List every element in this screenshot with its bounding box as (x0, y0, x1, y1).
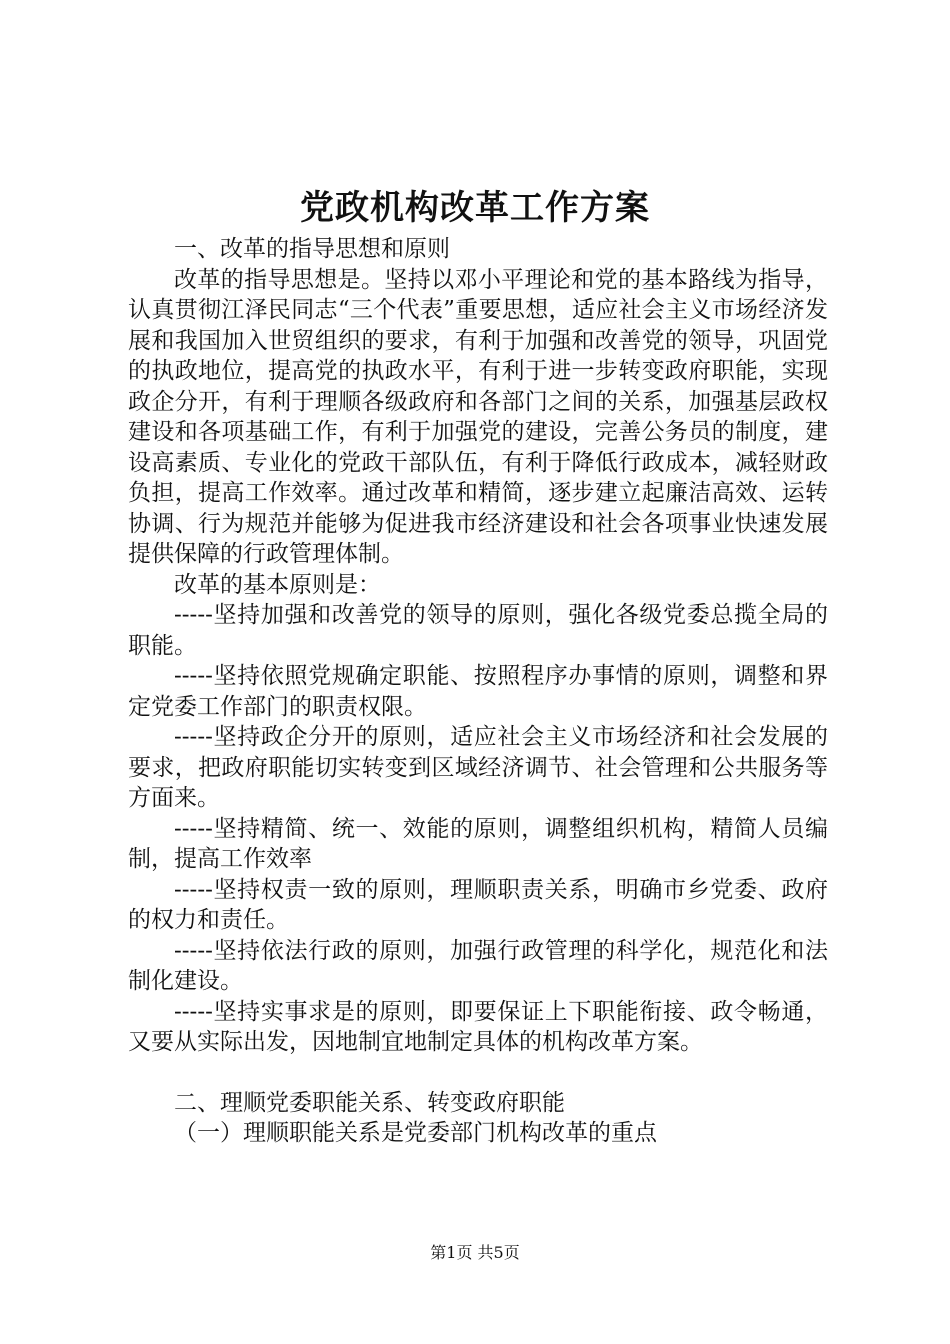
section-heading-2: 二、理顺党委职能关系、转变政府职能 (174, 1089, 565, 1116)
principle-item-5: -----坚持权责一致的原则，理顺职责关系，明确市乡党委、政府的权力和责任。 (128, 876, 828, 933)
principle-item-2: -----坚持依照党规确定职能、按照程序办事情的原则，调整和界定党委工作部门的职责权限。 (128, 663, 828, 720)
principle-item-1: -----坚持加强和改善党的领导的原则，强化各级党委总揽全局的职能。 (128, 602, 828, 659)
paragraph-guiding-ideology: 改革的指导思想是。坚持以邓小平理论和党的基本路线为指导，认真贯彻江泽民同志“三个代表”重要思想，适应社会主义市场经济发展和我国加入世贸组织的要求，有利于加强和改善党的领导，巩固党的执政地位，提高党的执政水平，有利于进一步转变政府职能，实现政企分开，有利于理顺各级政府和各部门之间的关系，加强基层政权建设和各项基础工作，有利于加强党的建设，完善公务员的制度，建设高素质、专业化的党政干部队伍，有利于降低行政成本，减轻财政负担，提高工作效率。通过改革和精简，逐步建立起廉洁高效、运转协调、行为规范并能够为促进我市经济建设和社会各项事业快速发展提供保障的行政管理体制。 (128, 266, 828, 567)
subsection-heading-1: （一）理顺职能关系是党委部门机构改革的重点 (174, 1120, 657, 1146)
section-heading-1: 一、改革的指导思想和原则 (174, 236, 450, 262)
paragraph-basic-principles-intro: 改革的基本原则是： (174, 571, 381, 598)
principle-item-4: -----坚持精简、统一、效能的原则，调整组织机构，精简人员编制，提高工作效率 (128, 815, 828, 872)
principle-item-3: -----坚持政企分开的原则，适应社会主义市场经济和社会发展的要求，把政府职能切实转变到区域经济调节、社会管理和公共服务等方面来。 (128, 724, 828, 811)
page-number-footer: 第1页 共5页 (430, 1243, 520, 1262)
principle-item-6: -----坚持依法行政的原则，加强行政管理的科学化，规范化和法制化建设。 (128, 937, 828, 994)
document-body (128, 234, 828, 1149)
page-title: 党政机构改革工作方案 (300, 188, 650, 228)
principle-item-7: -----坚持实事求是的原则，即要保证上下职能衔接、政令畅通，又要从实际出发，因地制宜地制定具体的机构改革方案。 (128, 998, 828, 1055)
